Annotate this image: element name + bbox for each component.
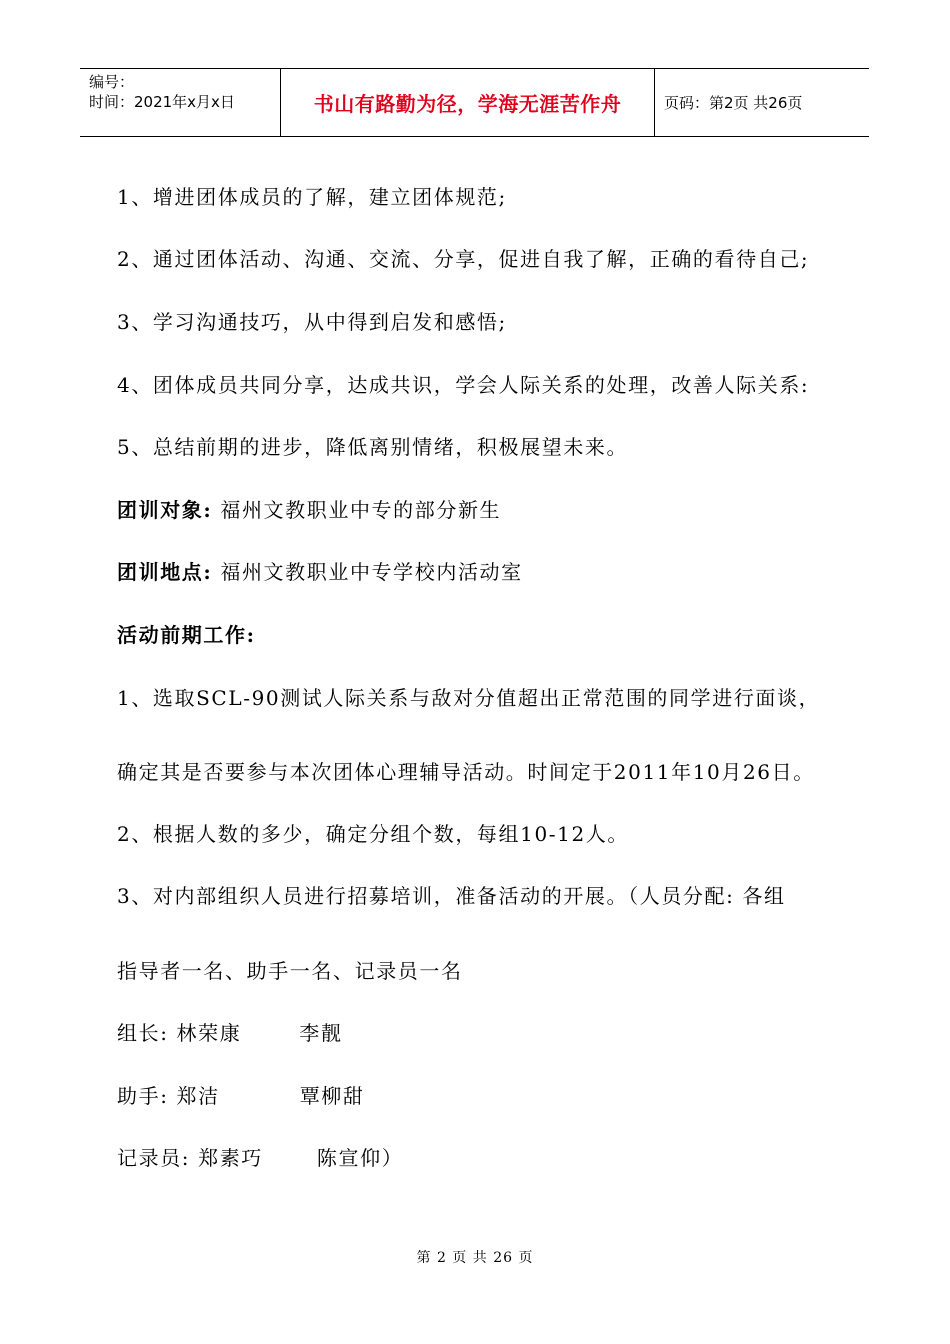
header-meta-cell [80, 69, 281, 136]
recorder-second: 陈宣仰） [316, 1146, 404, 1170]
goal-item: 4、团体成员共同分享，达成共识，学会人际关系的处理，改善人际关系: [117, 373, 810, 397]
prework-line: 2、根据人数的多少，确定分组个数，每组10-12人。 [117, 822, 629, 846]
page-footer: 第 2 页 共 26 页 [416, 1250, 534, 1266]
prework-heading: 活动前期工作: [117, 623, 256, 647]
assistant-second: 覃柳甜 [299, 1084, 365, 1108]
target-row [117, 494, 501, 523]
goal-item: 3、学习沟通技巧，从中得到启发和感悟; [117, 310, 507, 334]
assistant-row [117, 1080, 365, 1109]
target-label: 团训对象: [117, 498, 213, 522]
location-row [117, 556, 523, 585]
prework-line: 指导者一名、助手一名、记录员一名 [117, 959, 463, 983]
assistant-label: 助手: 郑洁 [117, 1084, 220, 1108]
prework-line: 1、选取SCL-90测试人际关系与敌对分值超出正常范围的同学进行面谈， [117, 686, 821, 710]
header-motto-cell [281, 69, 655, 136]
location-value: 福州文教职业中专学校内活动室 [220, 560, 523, 584]
leader-second: 李靓 [299, 1021, 343, 1045]
document-time-label: 时间：2021年x月x日 [89, 93, 235, 111]
header-page-info: 页码：第2页 共26页 [664, 94, 803, 112]
leader-row [117, 1017, 343, 1046]
recorder-row [117, 1142, 403, 1171]
location-label: 团训地点: [117, 560, 213, 584]
prework-line: 确定其是否要参与本次团体心理辅导活动。时间定于2011年10月26日。 [117, 760, 815, 784]
prework-line: 3、对内部组织人员进行招募培训，准备活动的开展。（人员分配: 各组 [117, 884, 786, 908]
document-number-label: 编号： [89, 73, 135, 91]
leader-label: 组长: 林荣康 [117, 1021, 242, 1045]
header-page-cell [655, 69, 869, 136]
header-motto: 书山有路勤为径，学海无涯苦作舟 [313, 92, 622, 116]
target-value: 福州文教职业中专的部分新生 [220, 498, 502, 522]
goal-item: 1、增进团体成员的了解，建立团体规范; [117, 185, 507, 209]
recorder-label: 记录员: 郑素巧 [117, 1146, 263, 1170]
goal-item: 5、总结前期的进步，降低离别情绪，积极展望未来。 [117, 435, 629, 459]
goal-item: 2、通过团体活动、沟通、交流、分享，促进自我了解，正确的看待自己; [117, 247, 810, 271]
page-header [80, 68, 869, 137]
